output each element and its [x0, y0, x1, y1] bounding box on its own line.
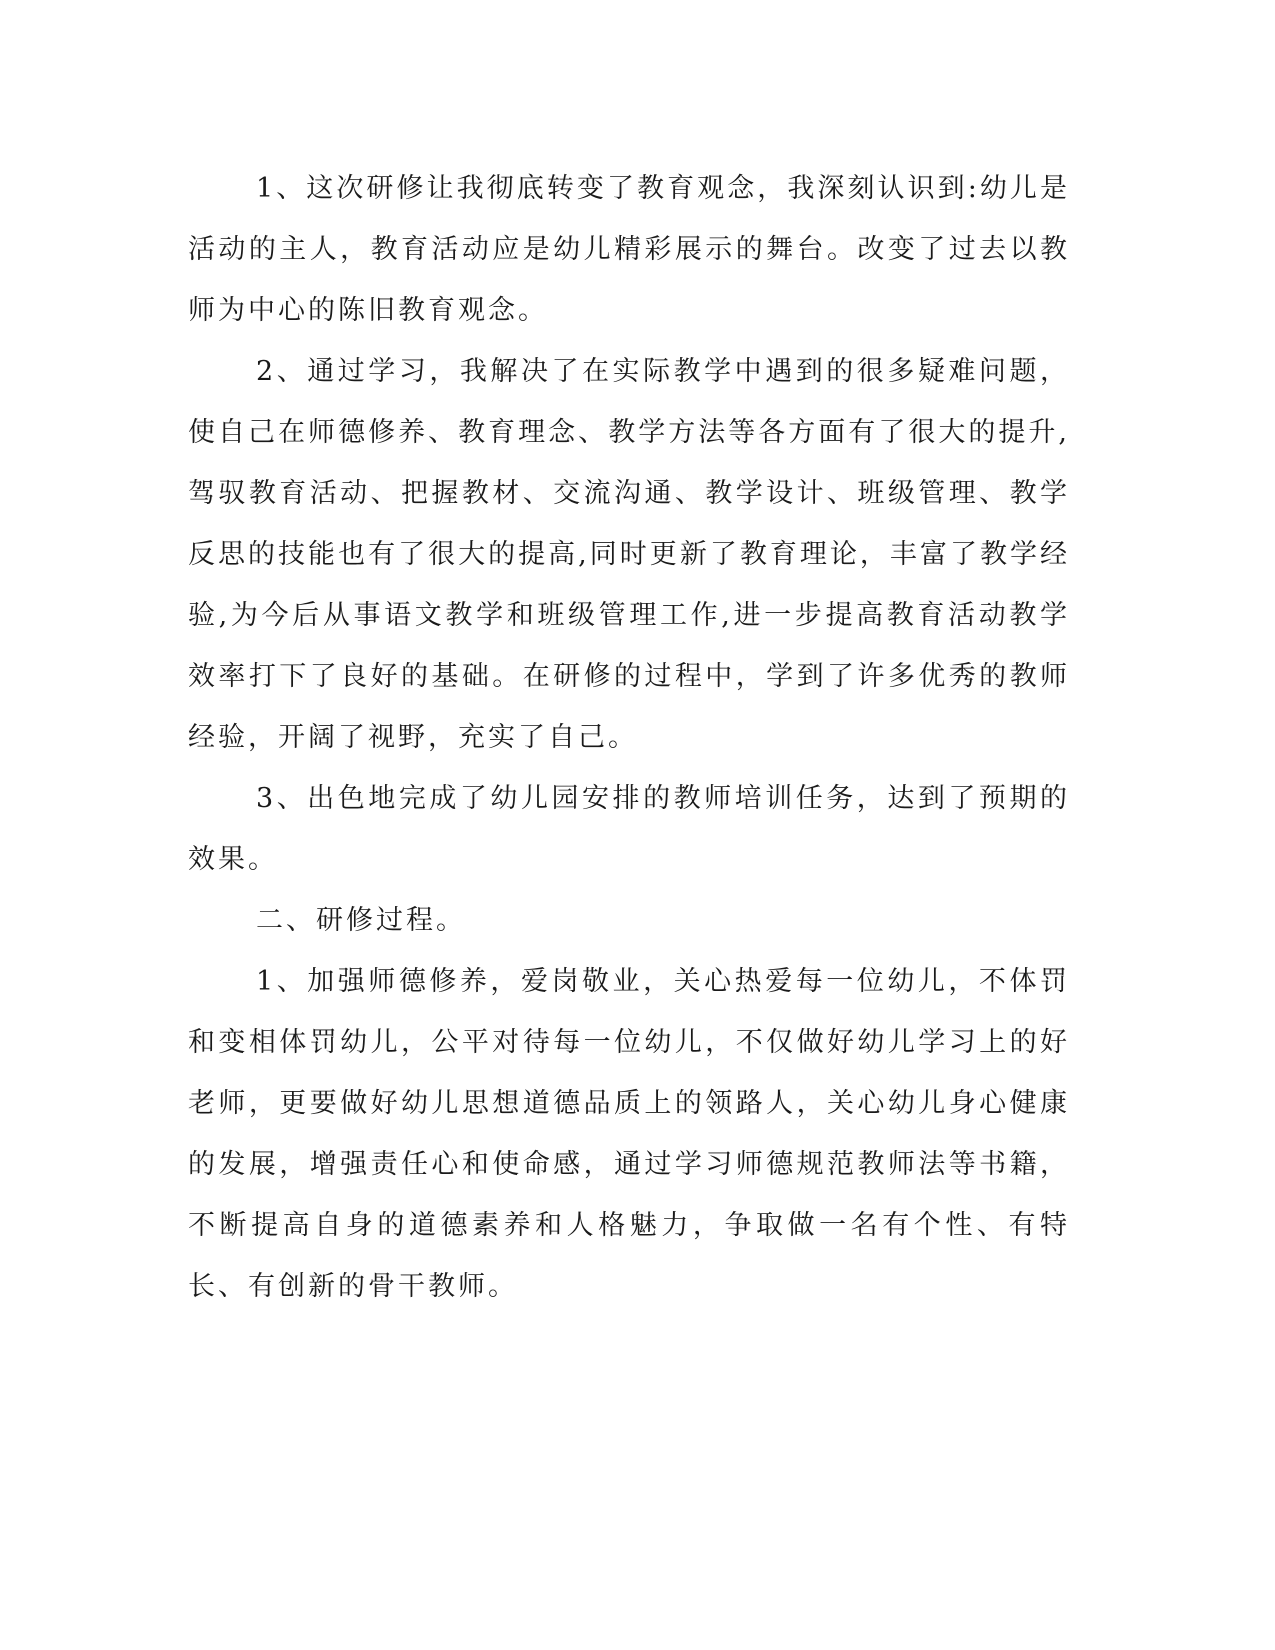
paragraph-1: 1、这次研修让我彻底转变了教育观念，我深刻认识到:幼儿是活动的主人，教育活动应是幼儿精彩展示的舞台。改变了过去以教师为中心的陈旧教育观念。	[188, 173, 1070, 326]
paragraph-5: 1、加强师德修养，爱岗敬业，关心热爱每一位幼儿，不体罚和变相体罚幼儿，公平对待每一位幼儿，不仅做好幼儿学习上的好老师，更要做好幼儿思想道德品质上的领路人，关心幼儿身心健康的发展，增强责任心和使命感，通过学习师德规范教师法等书籍，不断提高自身的道德素养和人格魅力，争取做一名有个性、有特长、有创新的骨干教师。	[188, 966, 1070, 1302]
paragraph-3: 3、出色地完成了幼儿园安排的教师培训任务，达到了预期的效果。	[188, 783, 1070, 875]
document-body	[188, 158, 1070, 1317]
paragraph-2: 2、通过学习，我解决了在实际教学中遇到的很多疑难问题，使自己在师德修养、教育理念、教学方法等各方面有了很大的提升,驾驭教育活动、把握教材、交流沟通、教学设计、班级管理、教学反思的技能也有了很大的提高,同时更新了教育理论，丰富了教学经验,为今后从事语文教学和班级管理工作,进一步提高教育活动教学效率打下了良好的基础。在研修的过程中，学到了许多优秀的教师经验，开阔了视野，充实了自己。	[188, 356, 1070, 753]
section-heading-research-process: 二、研修过程。	[256, 905, 466, 936]
